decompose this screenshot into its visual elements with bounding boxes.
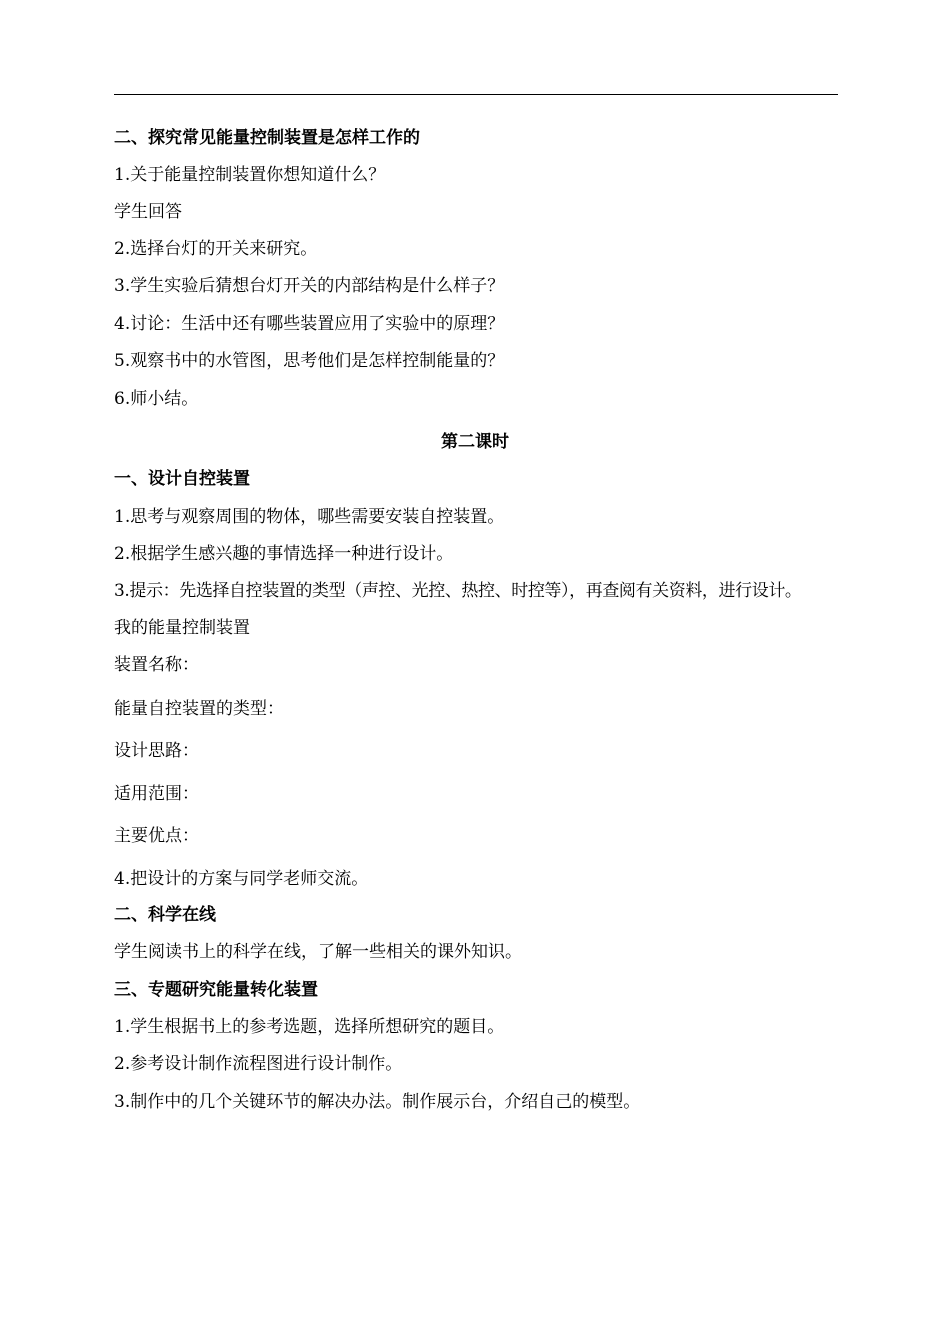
list-item: 2.选择台灯的开关来研究。 — [114, 239, 318, 259]
section-heading-project: 三、专题研究能量转化装置 — [114, 980, 318, 1000]
section-heading-online: 二、科学在线 — [114, 905, 216, 925]
list-item: 学生回答 — [114, 202, 182, 222]
list-item: 4.讨论：生活中还有哪些装置应用了实验中的原理？ — [114, 314, 505, 334]
list-item: 2.参考设计制作流程图进行设计制作。 — [114, 1054, 403, 1074]
lesson-title: 第二课时 — [441, 432, 509, 452]
form-field-label: 适用范围： — [114, 784, 199, 804]
list-item: 6.师小结。 — [114, 389, 199, 409]
paragraph: 学生阅读书上的科学在线，了解一些相关的课外知识。 — [114, 942, 522, 962]
list-item: 1.思考与观察周围的物体，哪些需要安装自控装置。 — [114, 507, 505, 527]
list-item: 1.关于能量控制装置你想知道什么？ — [114, 165, 386, 185]
form-field-label: 装置名称： — [114, 655, 199, 675]
form-field-label: 能量自控装置的类型： — [114, 699, 284, 719]
list-item: 3.提示：先选择自控装置的类型（声控、光控、热控、时控等），再查阅有关资料，进行设计。 — [114, 581, 802, 601]
section-heading-design: 一、设计自控装置 — [114, 469, 250, 489]
form-field-label: 主要优点： — [114, 826, 199, 846]
list-item: 4.把设计的方案与同学老师交流。 — [114, 869, 369, 889]
list-item: 2.根据学生感兴趣的事情选择一种进行设计。 — [114, 544, 454, 564]
list-item: 3.制作中的几个关键环节的解决办法。制作展示台，介绍自己的模型。 — [114, 1092, 641, 1112]
header-rule — [114, 94, 838, 95]
list-item: 3.学生实验后猜想台灯开关的内部结构是什么样子？ — [114, 276, 505, 296]
list-item: 5.观察书中的水管图，思考他们是怎样控制能量的？ — [114, 351, 505, 371]
form-field-label: 设计思路： — [114, 741, 199, 761]
list-item: 1.学生根据书上的参考选题，选择所想研究的题目。 — [114, 1017, 505, 1037]
section-heading-explore: 二、探究常见能量控制装置是怎样工作的 — [114, 128, 420, 148]
form-title: 我的能量控制装置 — [114, 618, 250, 638]
